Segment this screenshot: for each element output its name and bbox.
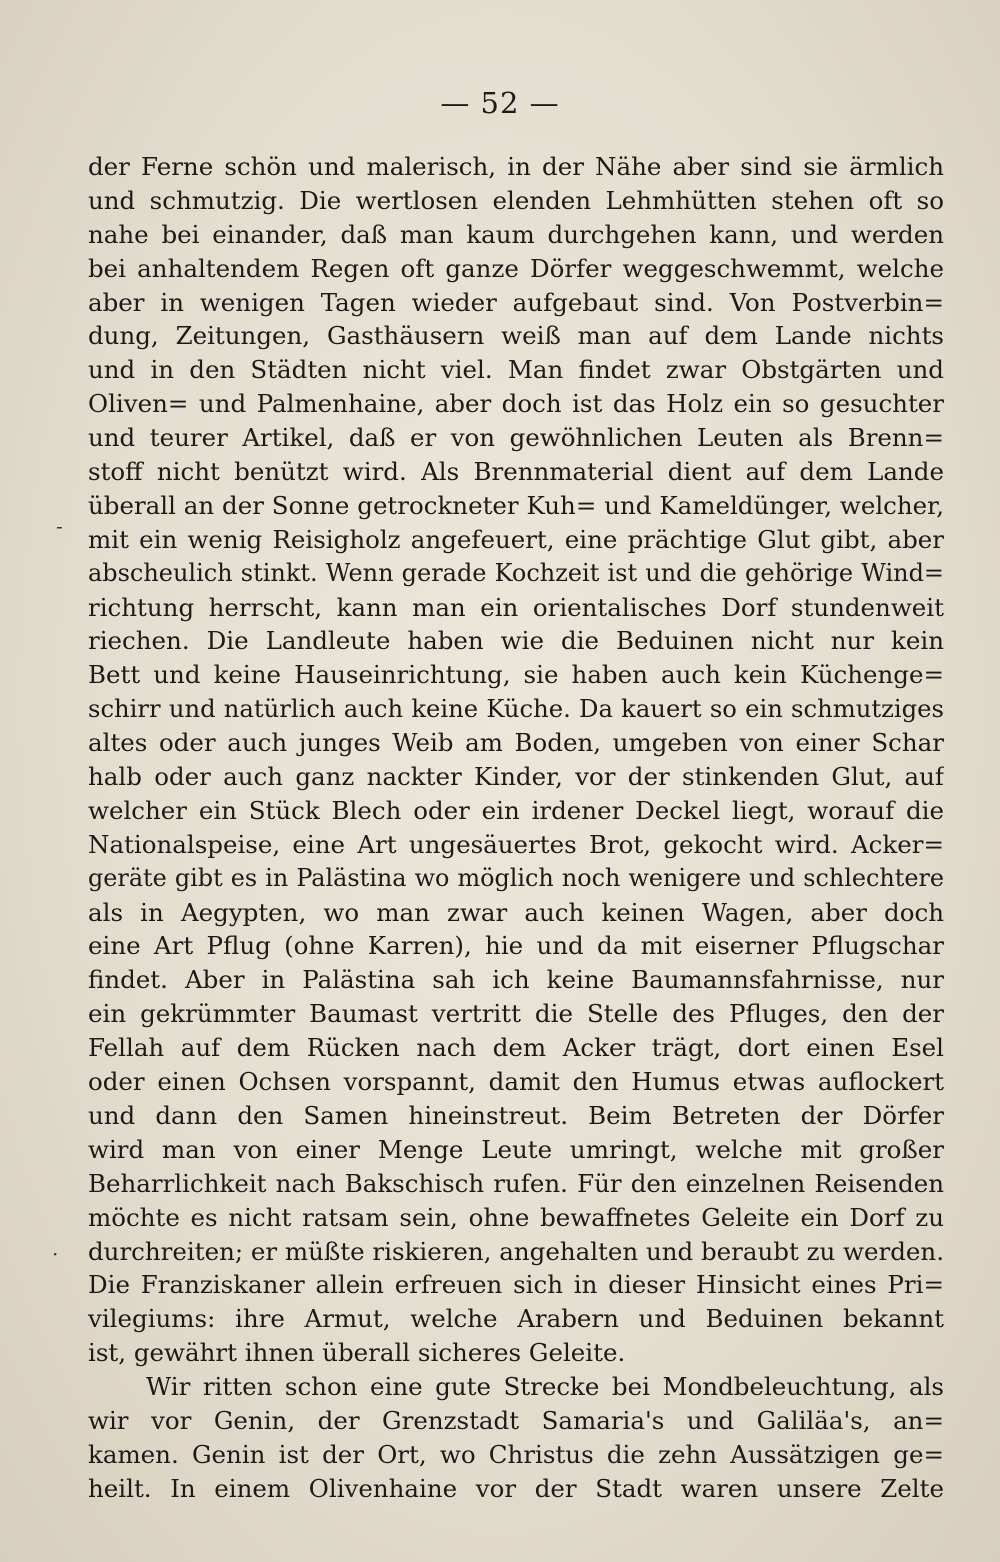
- text-line: wird man von einer Menge Leute umringt, welche mit großer: [88, 1134, 944, 1164]
- text-line: welcher ein Stück Blech oder ein irdener Deckel liegt, worauf die: [88, 795, 944, 825]
- paragraph-start-line: Wir ritten schon eine gute Strecke bei Mondbeleuchtung, als: [146, 1372, 944, 1402]
- text-line: ein gekrümmter Baumast vertritt die Stelle des Pfluges, den der: [88, 999, 944, 1029]
- text-line: geräte gibt es in Palästina wo möglich noch wenigere und schlechtere: [88, 863, 944, 892]
- text-line: Oliven= und Palmenhaine, aber doch ist das Holz ein so gesuchter: [88, 389, 944, 419]
- text-line: nahe bei einander, daß man kaum durchgehen kann, und werden: [88, 219, 944, 249]
- text-line: durchreiten; er müßte riskieren, angehalten und beraubt zu werden.: [88, 1236, 944, 1266]
- text-line: Fellah auf dem Rücken nach dem Acker trägt, dort einen Esel: [88, 1033, 944, 1063]
- text-line: mit ein wenig Reisigholz angefeuert, eine prächtige Glut gibt, aber: [88, 524, 944, 554]
- text-line: möchte es nicht ratsam sein, ohne bewaffnetes Geleite ein Dorf zu: [88, 1202, 944, 1232]
- text-line: dung, Zeitungen, Gasthäusern weiß man auf dem Lande nichts: [88, 321, 944, 351]
- text-line: stoff nicht benützt wird. Als Brennmaterial dient auf dem Lande: [88, 457, 944, 487]
- text-line: oder einen Ochsen vorspannt, damit den Humus etwas auflockert: [88, 1067, 944, 1097]
- text-line: Beharrlichkeit nach Bakschisch rufen. Für den einzelnen Reisenden: [88, 1168, 944, 1198]
- text-line: heilt. In einem Olivenhaine vor der Stadt waren unsere Zelte: [88, 1473, 944, 1503]
- text-line: aber in wenigen Tagen wieder aufgebaut sind. Von Postverbin=: [88, 287, 944, 317]
- text-line: altes oder auch junges Weib am Boden, umgeben von einer Schar: [88, 728, 944, 758]
- text-line: überall an der Sonne getrockneter Kuh= und Kameldünger, welcher,: [88, 490, 944, 520]
- text-line: und schmutzig. Die wertlosen elenden Lehmhütten stehen oft so: [88, 185, 944, 215]
- text-line: kamen. Genin ist der Ort, wo Christus die zehn Aussätzigen ge=: [88, 1439, 944, 1469]
- text-line: Bett und keine Hauseinrichtung, sie haben auch kein Küchenge=: [88, 660, 944, 690]
- text-line: und in den Städten nicht viel. Man findet zwar Obstgärten und: [88, 355, 944, 385]
- text-line: richtung herrscht, kann man ein orientalisches Dorf stundenweit: [88, 592, 944, 622]
- text-line: bei anhaltendem Regen oft ganze Dörfer weggeschwemmt, welche: [88, 253, 944, 283]
- page-number: — 52 —: [440, 86, 560, 120]
- text-line: Nationalspeise, eine Art ungesäuertes Brot, gekocht wird. Acker=: [88, 829, 944, 859]
- text-line: und teurer Artikel, daß er von gewöhnlichen Leuten als Brenn=: [88, 423, 944, 453]
- body-text: [88, 150, 944, 1506]
- text-line: riechen. Die Landleute haben wie die Beduinen nicht nur kein: [88, 626, 944, 656]
- text-line: vilegiums: ihre Armut, welche Arabern und Beduinen bekannt: [88, 1304, 944, 1334]
- text-line: abscheulich stinkt. Wenn gerade Kochzeit ist und die gehörige Wind=: [88, 558, 944, 587]
- margin-dot-mark: ·: [52, 1242, 59, 1266]
- paragraph-end-line: ist, gewährt ihnen überall sicheres Geleite.: [88, 1338, 626, 1368]
- text-line: als in Aegypten, wo man zwar auch keinen Wagen, aber doch: [88, 897, 944, 927]
- text-line: Die Franziskaner allein erfreuen sich in dieser Hinsicht eines Pri=: [88, 1270, 944, 1300]
- text-line: findet. Aber in Palästina sah ich keine Baumannsfahrnisse, nur: [88, 965, 944, 995]
- text-line: eine Art Pflug (ohne Karren), hie und da mit eiserner Pflugschar: [88, 931, 944, 961]
- text-line: der Ferne schön und malerisch, in der Nähe aber sind sie ärmlich: [88, 152, 944, 181]
- text-line: und dann den Samen hineinstreut. Beim Betreten der Dörfer: [88, 1100, 944, 1130]
- text-line: wir vor Genin, der Grenzstadt Samaria's und Galiläa's, an=: [88, 1405, 944, 1435]
- text-line: schirr und natürlich auch keine Küche. Da kauert so ein schmutziges: [88, 694, 944, 724]
- text-line: halb oder auch ganz nackter Kinder, vor der stinkenden Glut, auf: [88, 762, 944, 792]
- margin-dash-mark: -: [56, 514, 63, 538]
